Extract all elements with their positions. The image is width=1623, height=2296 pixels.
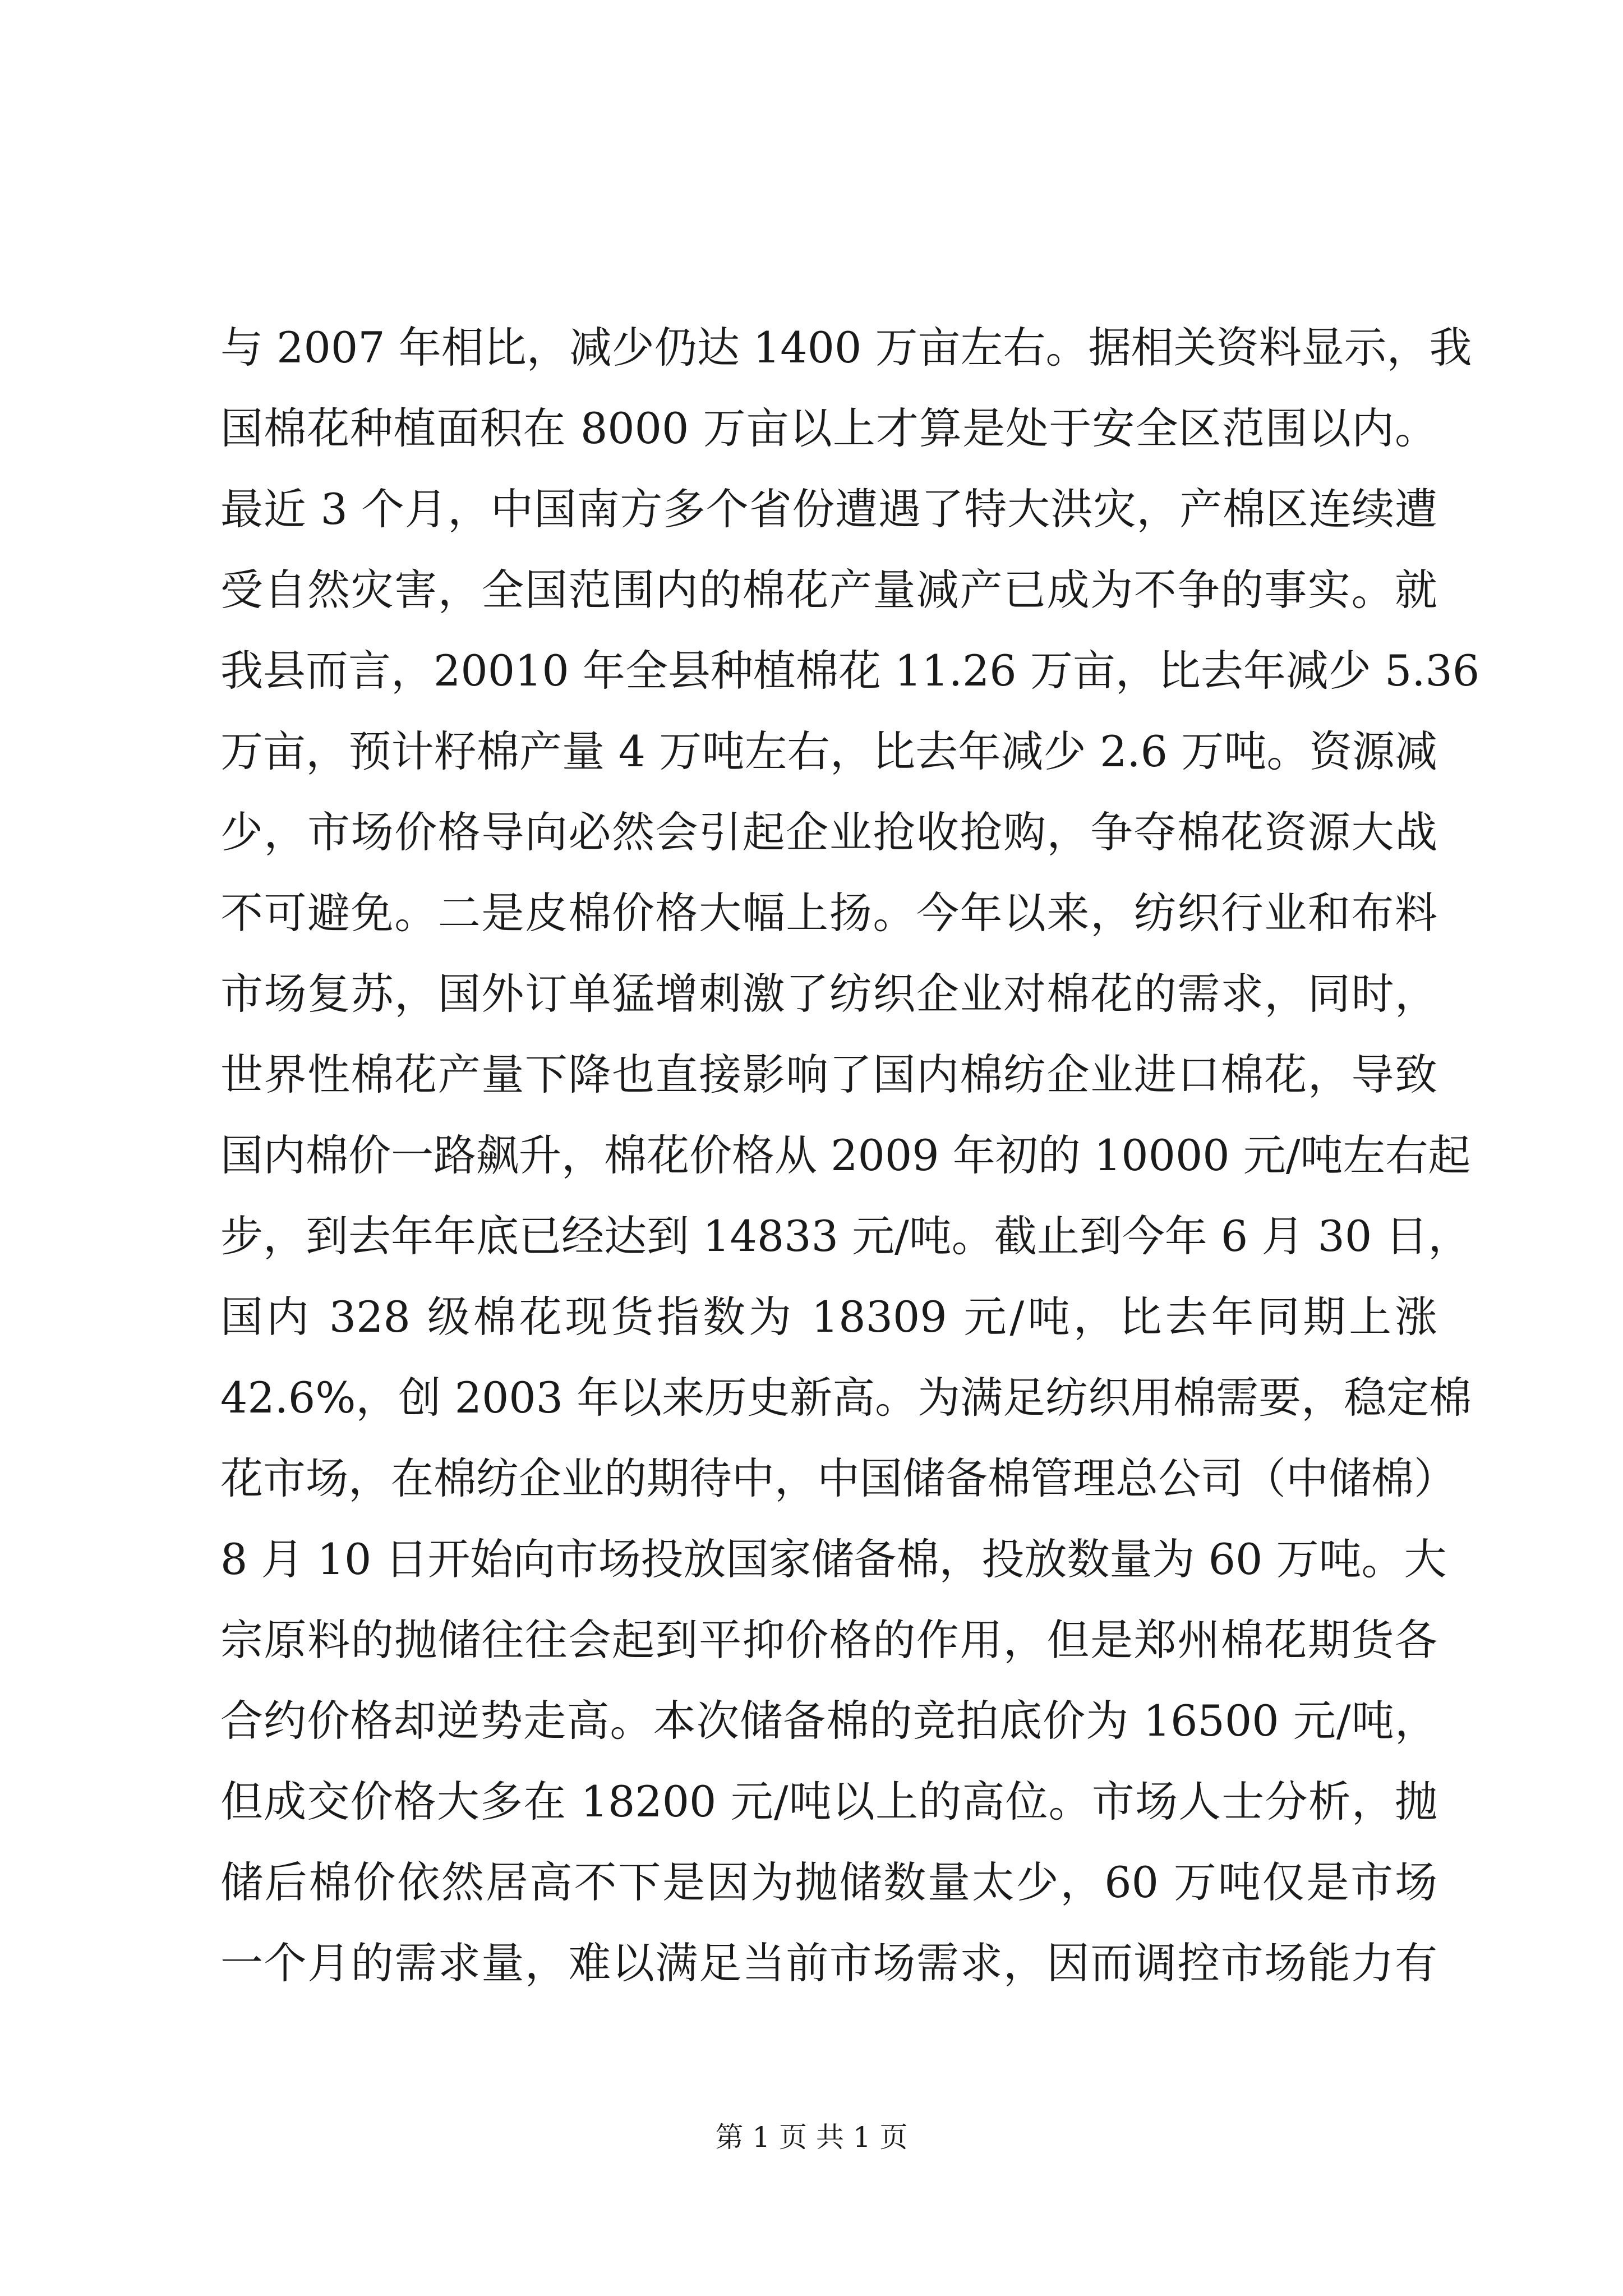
text-line: 宗原料的抛储往往会起到平抑价格的作用，但是郑州棉花期货各 [220, 1615, 1437, 1665]
text-line: 一个月的需求量，难以满足当前市场需求，因而调控市场能力有 [220, 1938, 1437, 1988]
text-line: 储后棉价依然居高不下是因为抛储数量太少，60 万吨仅是市场 [220, 1857, 1437, 1907]
text-line: 万亩，预计籽棉产量 4 万吨左右，比去年减少 2.6 万吨。资源减 [220, 726, 1437, 776]
text-line: 8 月 10 日开始向市场投放国家储备棉，投放数量为 60 万吨。大 [220, 1534, 1447, 1584]
page-footer: 第 1 页 共 1 页 [715, 2121, 908, 2154]
text-line: 市场复苏，国外订单猛增刺激了纺织企业对棉花的需求，同时， [220, 969, 1437, 1019]
text-line: 合约价格却逆势走高。本次储备棉的竞拍底价为 16500 元/吨， [220, 1696, 1437, 1746]
text-line: 受自然灾害，全国范围内的棉花产量减产已成为不争的事实。就 [220, 565, 1437, 615]
text-line: 与 2007 年相比，减少仍达 1400 万亩左右。据相关资料显示，我 [220, 323, 1472, 372]
text-line: 步，到去年年底已经达到 14833 元/吨。截止到今年 6 月 30 日， [220, 1211, 1471, 1261]
text-line: 国内棉价一路飙升，棉花价格从 2009 年初的 10000 元/吨左右起 [220, 1130, 1471, 1180]
text-line: 不可避免。二是皮棉价格大幅上扬。今年以来，纺织行业和布料 [220, 888, 1437, 938]
text-line: 我县而言，20010 年全县种植棉花 11.26 万亩，比去年减少 5.36 [220, 646, 1480, 696]
text-line: 但成交价格大多在 18200 元/吨以上的高位。市场人士分析，抛 [220, 1777, 1437, 1826]
text-line: 42.6%，创 2003 年以来历史新高。为满足纺织用棉需要，稳定棉 [220, 1373, 1472, 1423]
body-text [220, 307, 1480, 2004]
text-line: 国棉花种植面积在 8000 万亩以上才算是处于安全区范围以内。 [220, 403, 1437, 453]
text-line: 国内 328 级棉花现货指数为 18309 元/吨，比去年同期上涨 [220, 1292, 1437, 1342]
text-line: 最近 3 个月，中国南方多个省份遭遇了特大洪灾，产棉区连续遭 [220, 484, 1437, 534]
text-line: 少，市场价格导向必然会引起企业抢收抢购，争夺棉花资源大战 [220, 807, 1437, 857]
text-line: 世界性棉花产量下降也直接影响了国内棉纺企业进口棉花，导致 [220, 1050, 1437, 1099]
text-line: 花市场，在棉纺企业的期待中，中国储备棉管理总公司（中储棉） [220, 1453, 1456, 1503]
